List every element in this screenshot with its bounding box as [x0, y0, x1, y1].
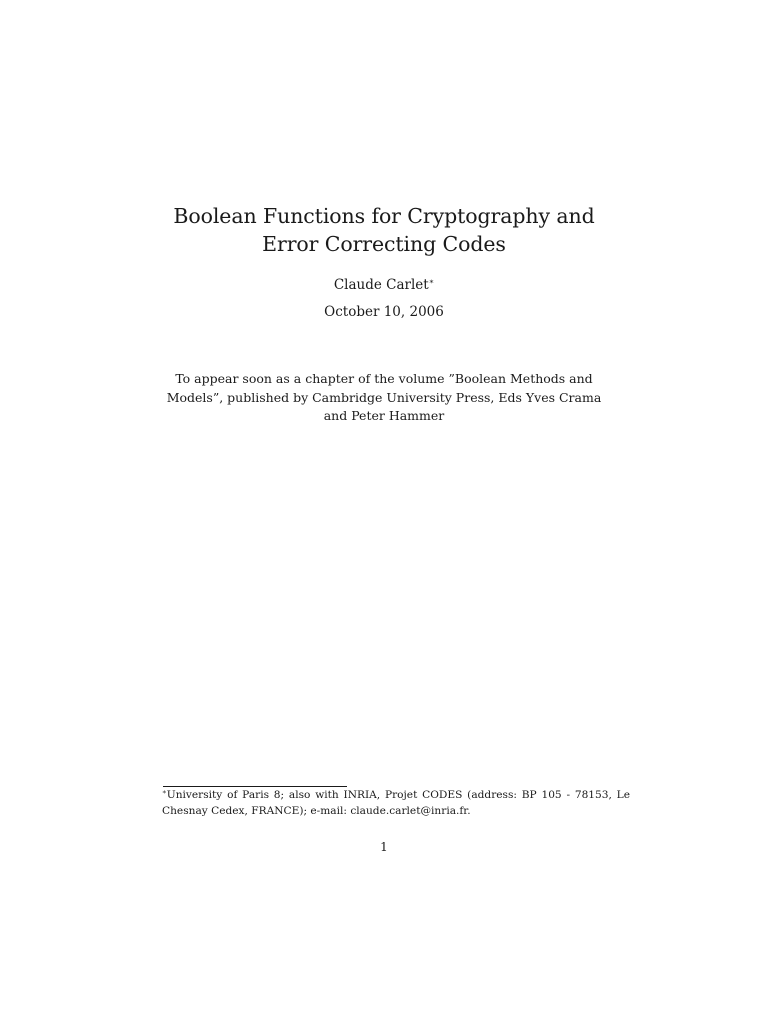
publication-note: To appear soon as a chapter of the volume ”Boolean Methods and Models”, published by Cambridge University Press, Eds Yves Crama and Peter Hammer: [166, 371, 602, 423]
page-number: 1: [380, 840, 388, 854]
paper-title: Boolean Functions for Cryptography and Error Correcting Codes: [173, 204, 595, 256]
author-line: [234, 276, 534, 294]
footnote-text: University of Paris 8; also with INRIA, Projet CODES (address: BP 105 - 78153, Le Chesnay Cedex, FRANCE); e-mail: claude.carlet@inria.fr.: [162, 789, 630, 817]
author-name: Claude Carlet: [333, 277, 429, 293]
author-affiliation-footnote: [162, 788, 630, 819]
footnote-rule: [163, 786, 347, 787]
paper-date: October 10, 2006: [324, 304, 444, 320]
author-footnote-marker: ∗: [428, 277, 435, 286]
footnote-marker: ∗: [162, 788, 167, 796]
